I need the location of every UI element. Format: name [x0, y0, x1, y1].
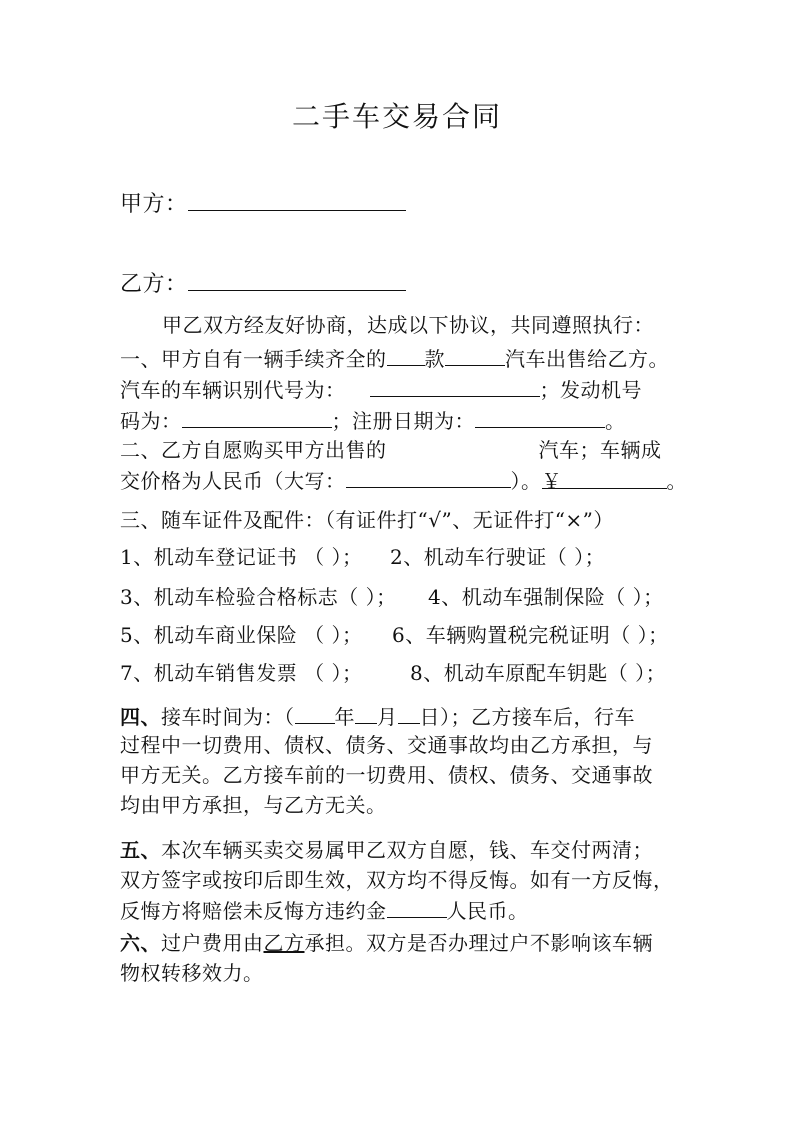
- doc-item[interactable]: 6、车辆购置税完税证明（ ）；: [392, 623, 669, 647]
- clause-2-line-1: 二、乙方自愿购买甲方出售的 汽车；车辆成: [120, 438, 662, 462]
- price-number-blank[interactable]: ￥: [542, 468, 667, 489]
- payer-value: 乙方: [263, 931, 305, 955]
- clause-4-line-4: 均由甲方承担，与乙方无关。: [120, 793, 387, 817]
- party-b-label: 乙方：: [120, 272, 188, 297]
- clause-5-line-2: 双方签字或按印后即生效，双方均不得反悔。如有一方反悔，: [120, 868, 674, 892]
- party-a-line: [120, 190, 406, 218]
- clause-1-line-2: 汽车的车辆识别代号为： ；发动机号: [120, 378, 642, 402]
- clause-6-line-2: 物权转移效力。: [120, 961, 264, 985]
- intro: 甲乙双方经友好协商，达成以下协议，共同遵照执行：: [162, 313, 654, 337]
- doc-item[interactable]: 7、机动车销售发票 （ ）；: [120, 661, 363, 685]
- doc-item[interactable]: 1、机动车登记证书 （ ）；: [120, 545, 363, 569]
- registration-date-blank[interactable]: [475, 407, 605, 428]
- party-a-blank[interactable]: [188, 190, 406, 211]
- doc-item[interactable]: 3、机动车检验合格标志（ ）；: [120, 585, 397, 609]
- clause-3-title: 三、随车证件及配件：（有证件打“√”、无证件打“×”）: [120, 508, 614, 532]
- clause-4-line-1: 四、接车时间为：（ 年 月 日）；乙方接车后，行车: [120, 705, 635, 729]
- doc-item[interactable]: 8、机动车原配车钥匙（ ）；: [410, 661, 667, 685]
- day-blank[interactable]: [398, 703, 420, 724]
- party-b-line: [120, 270, 406, 298]
- doc-item[interactable]: 4、机动车强制保险（ ）；: [428, 585, 664, 609]
- price-words-blank[interactable]: [346, 467, 511, 488]
- party-b-blank[interactable]: [188, 270, 406, 291]
- clause-5-line-3: 反悔方将赔偿未反悔方违约金 人民币。: [120, 899, 529, 923]
- engine-number-blank[interactable]: [182, 407, 332, 428]
- doc-item[interactable]: 2、机动车行驶证（ ）；: [390, 545, 606, 569]
- clause-4-line-3: 甲方无关。乙方接车前的一切费用、债权、债务、交通事故: [120, 763, 653, 787]
- penalty-blank[interactable]: [387, 897, 447, 918]
- model-blank[interactable]: [387, 345, 425, 366]
- clause-6-line-1: 六、过户费用由乙方承担。双方是否办理过户不影响该车辆: [120, 931, 653, 955]
- clause-2-line-2: 交价格为人民币（大写： ）。￥ 。: [120, 469, 687, 493]
- clause-1-line-3: 码为： ；注册日期为： 。: [120, 409, 626, 433]
- vin-blank[interactable]: [370, 376, 540, 397]
- clause-5-line-1: 五、本次车辆买卖交易属甲乙双方自愿，钱、车交付两清；: [120, 838, 653, 862]
- brand-blank[interactable]: [445, 345, 505, 366]
- clause-1-line-1: 一、甲方自有一辆手续齐全的 款 汽车出售给乙方。: [120, 347, 669, 371]
- year-blank[interactable]: [295, 703, 335, 724]
- party-a-label: 甲方：: [120, 192, 188, 217]
- month-blank[interactable]: [355, 703, 377, 724]
- doc-item[interactable]: 5、机动车商业保险 （ ）；: [120, 623, 363, 647]
- document-title: 二手车交易合同: [291, 100, 502, 133]
- clause-4-line-2: 过程中一切费用、债权、债务、交通事故均由乙方承担，与: [120, 733, 653, 757]
